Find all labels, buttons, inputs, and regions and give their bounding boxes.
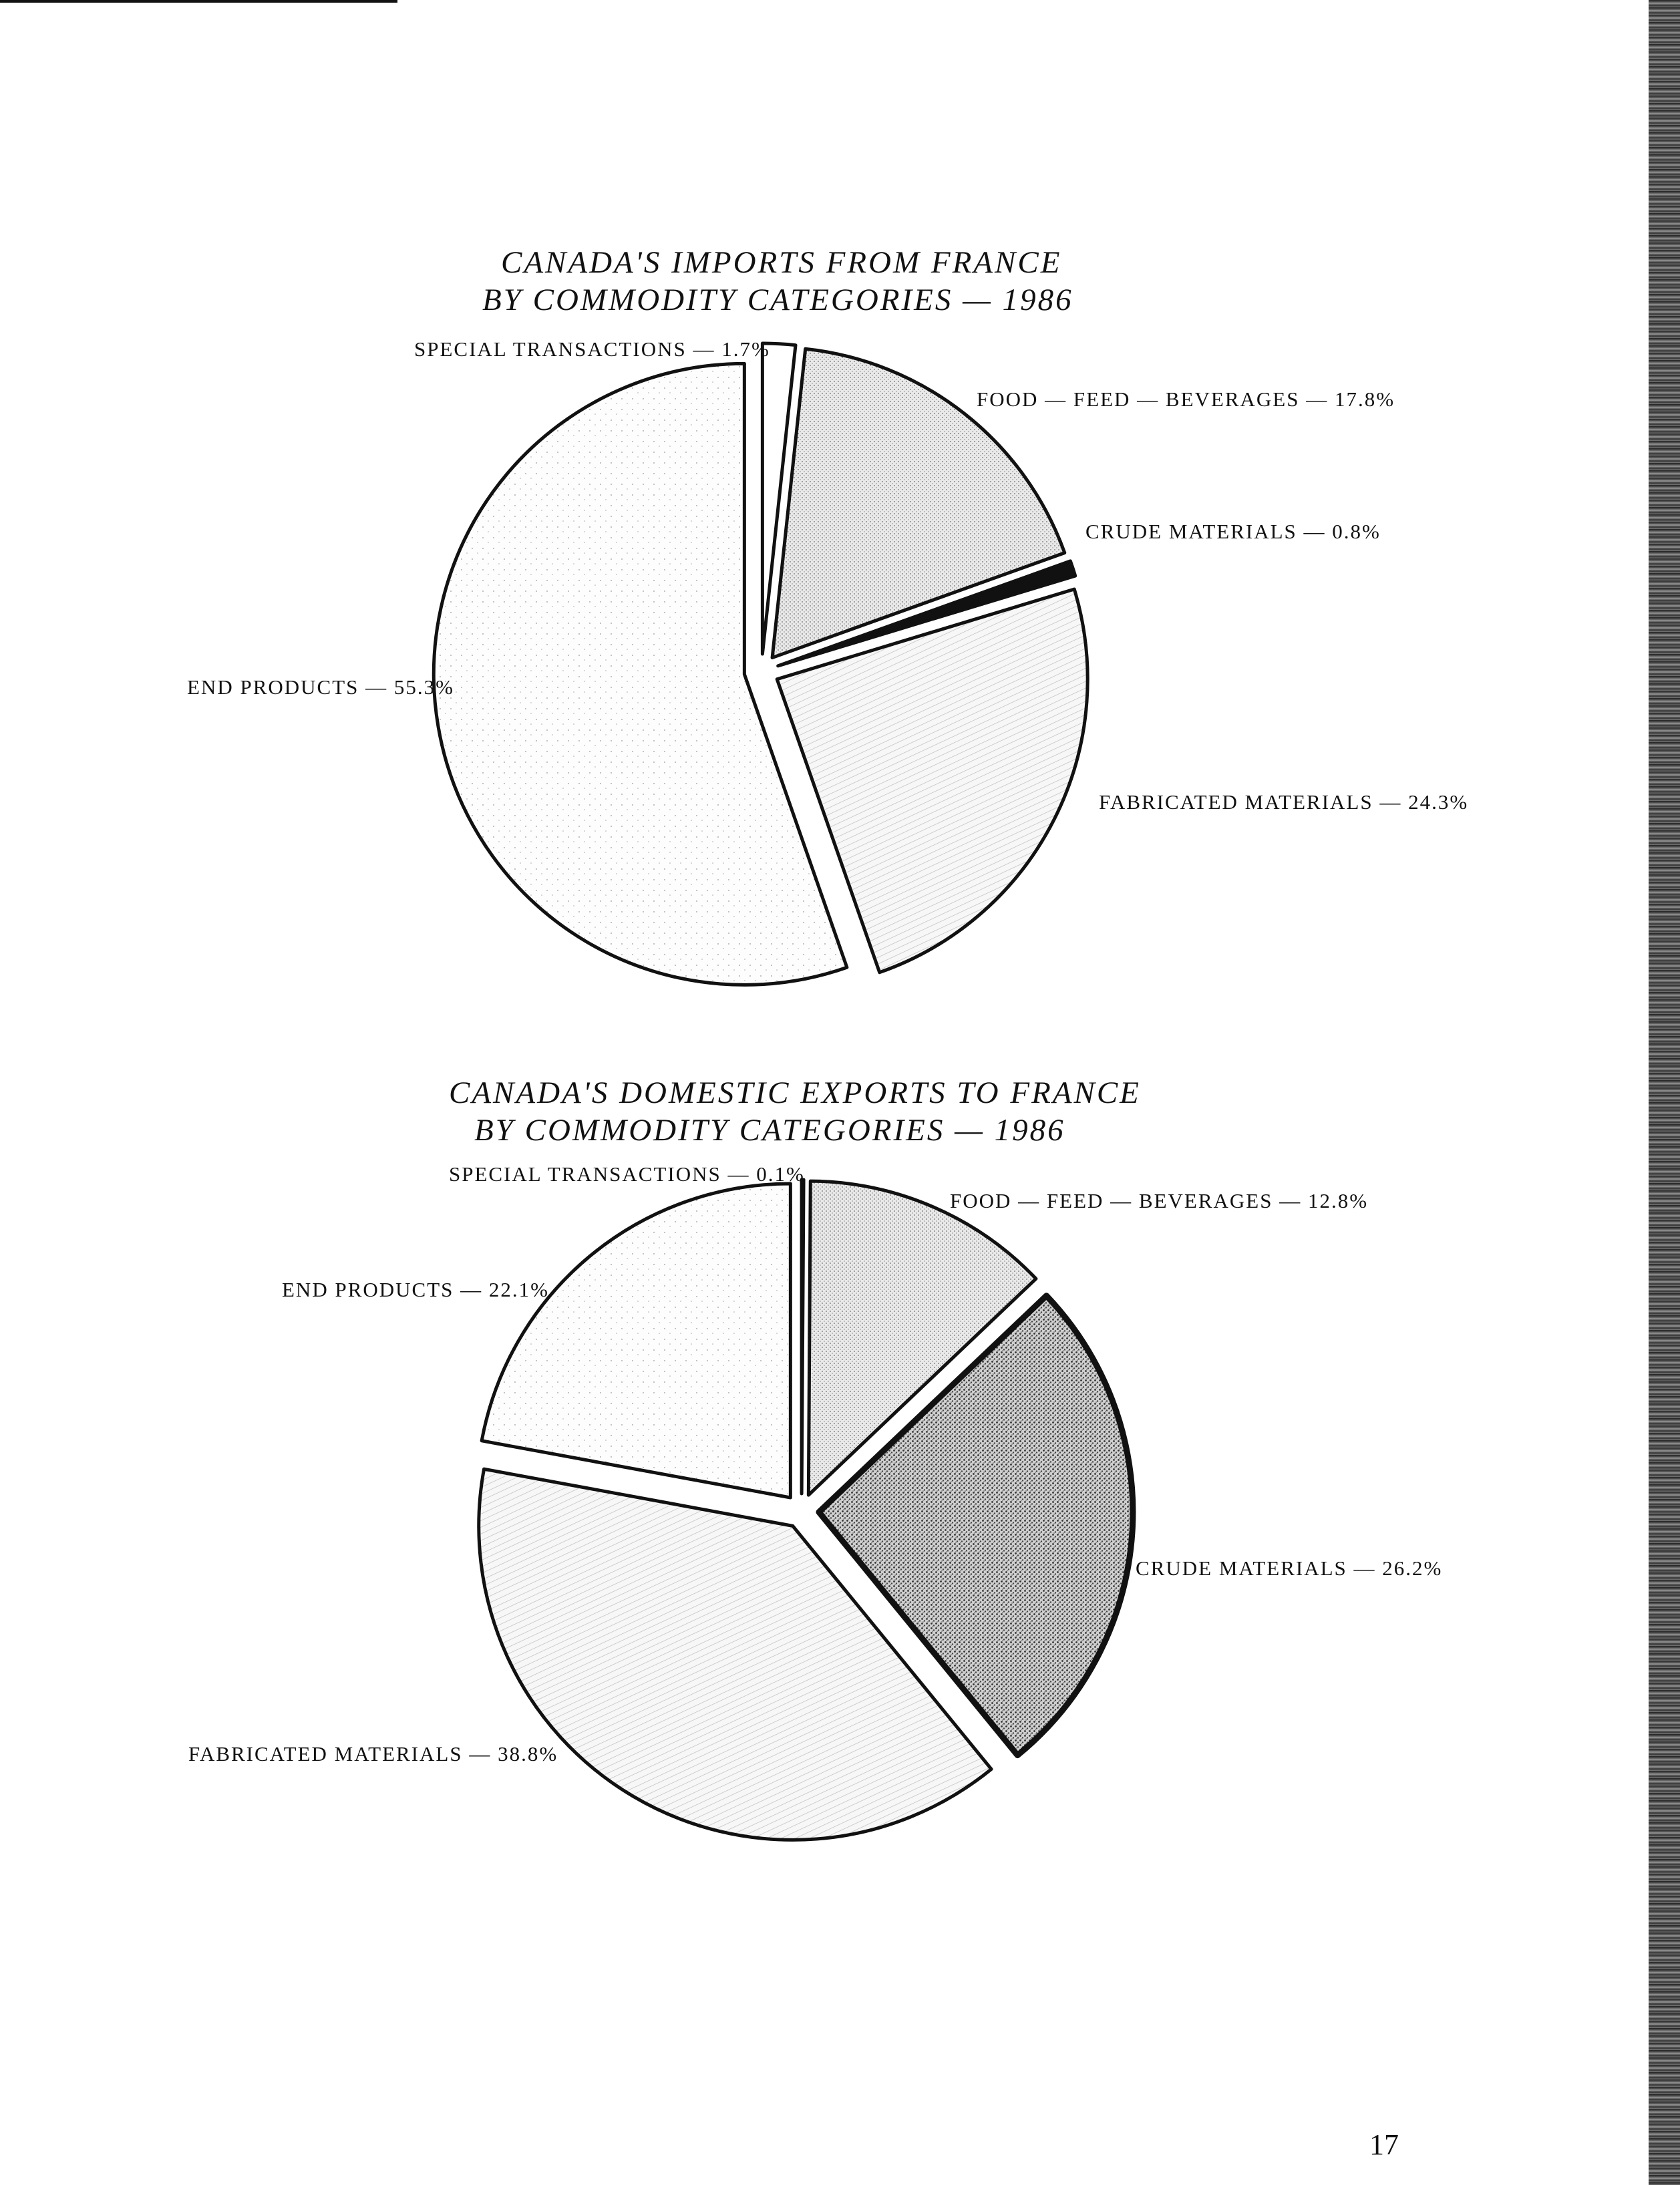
pie-slice-end-products xyxy=(482,1184,790,1498)
pie-slice-special-transactions xyxy=(802,1180,804,1494)
imports-label-fabricated: FABRICATED MATERIALS — 24.3% xyxy=(1099,790,1469,814)
exports-chart-title: CANADA'S DOMESTIC EXPORTS TO FRANCE xyxy=(449,1075,1141,1110)
imports-label-special: SPECIAL TRANSACTIONS — 1.7% xyxy=(414,337,770,361)
exports-label-end-products: END PRODUCTS — 22.1% xyxy=(282,1278,549,1301)
exports-label-special: SPECIAL TRANSACTIONS — 0.1% xyxy=(449,1162,805,1186)
exports-label-crude: CRUDE MATERIALS — 26.2% xyxy=(1136,1556,1443,1580)
exports-label-fabricated: FABRICATED MATERIALS — 38.8% xyxy=(188,1742,558,1766)
imports-label-end-products: END PRODUCTS — 55.3% xyxy=(187,675,454,699)
imports-chart-subtitle: BY COMMODITY CATEGORIES — 1986 xyxy=(482,283,1073,317)
exports-label-food: FOOD — FEED — BEVERAGES — 12.8% xyxy=(950,1189,1369,1212)
imports-label-food: FOOD — FEED — BEVERAGES — 17.8% xyxy=(977,387,1395,411)
page-number: 17 xyxy=(1369,2128,1399,2161)
imports-chart-title: CANADA'S IMPORTS FROM FRANCE xyxy=(501,245,1062,280)
imports-label-crude: CRUDE MATERIALS — 0.8% xyxy=(1085,520,1381,543)
exports-chart-subtitle: BY COMMODITY CATEGORIES — 1986 xyxy=(474,1113,1065,1148)
